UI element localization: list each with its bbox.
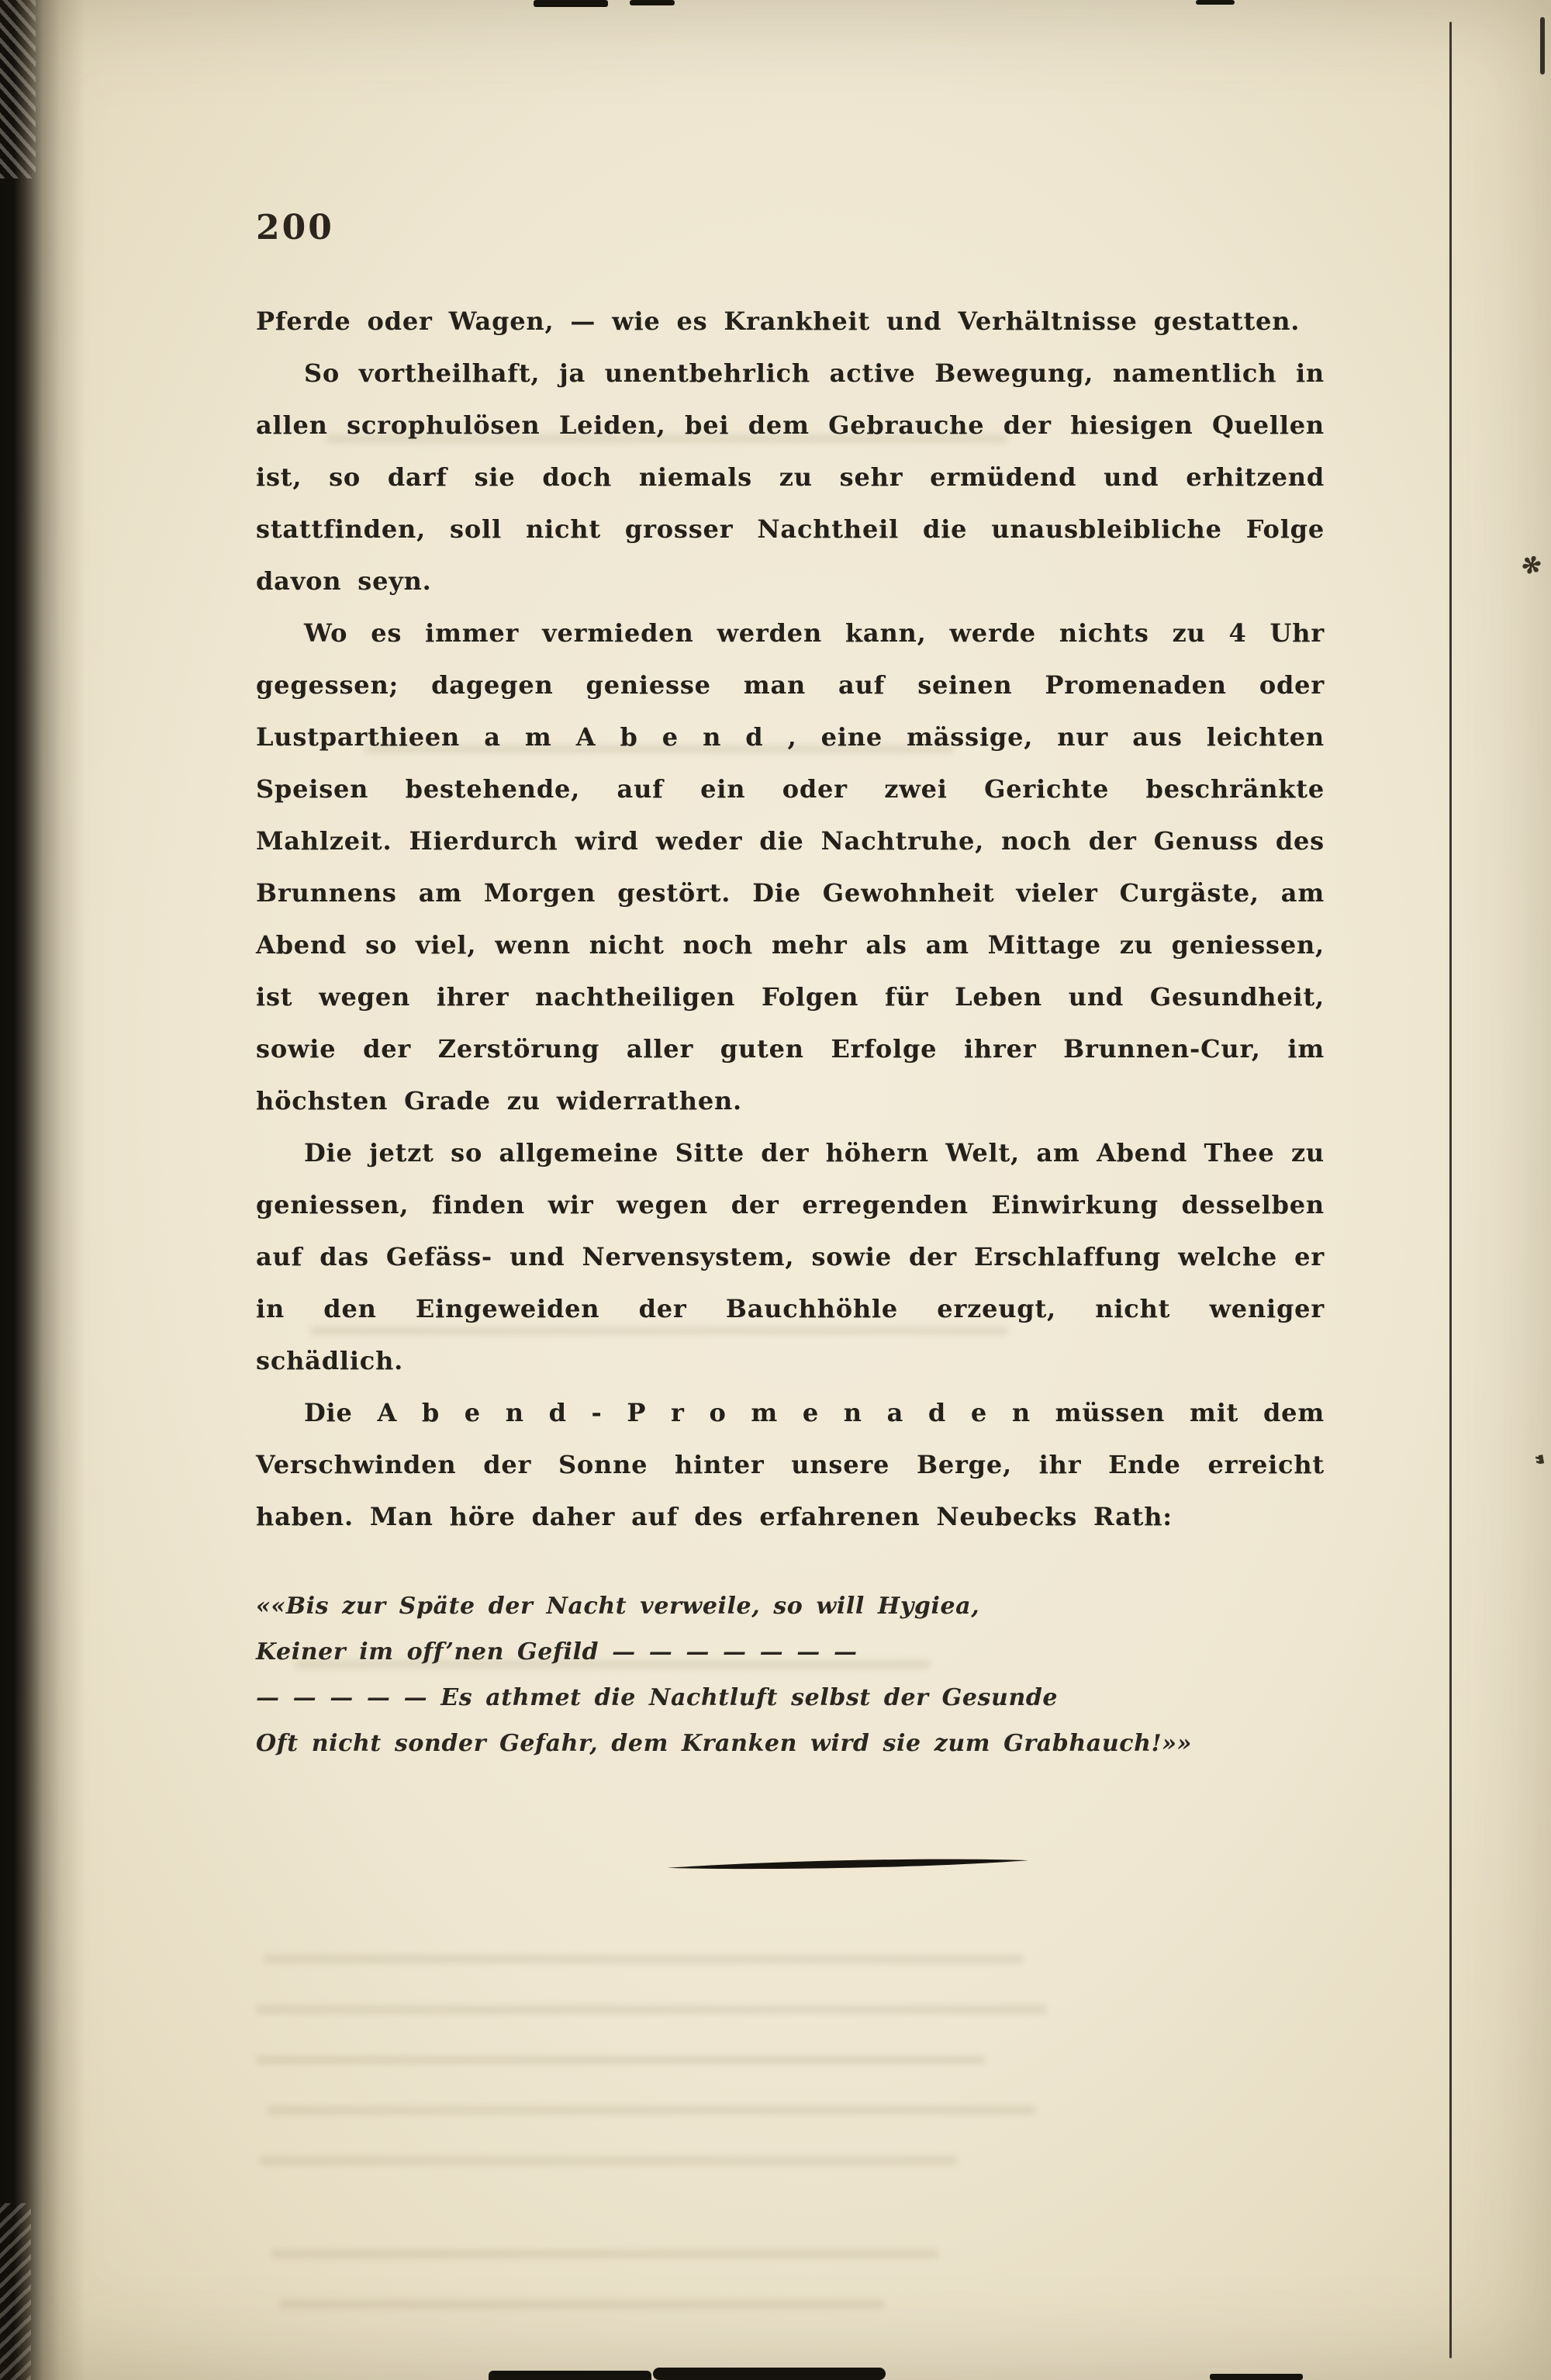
scan-artifact-top — [1196, 0, 1235, 5]
text-block — [256, 208, 1325, 1870]
scan-artifact-bottom — [489, 2371, 651, 2380]
bleedthrough-line — [256, 2056, 985, 2064]
quote-line-4: Oft nicht sonder Gefahr, dem Kranken wird sie zum Grabhauch!»» — [256, 1730, 1192, 1757]
bleedthrough-line — [256, 2005, 1047, 2014]
paragraph-5: Die A b e n d - P r o m e n a d e n müssen mit dem Verschwinden der Sonne hinter unsere Berge, ihr Ende erreicht haben. Man höre daher auf des erfahrenen Neubecks Rath: — [256, 1398, 1325, 1531]
tapered-end-rule — [665, 1854, 1030, 1874]
page-edge-line — [1449, 22, 1452, 2358]
binding-cloth-texture-top — [0, 0, 36, 178]
scan-artifact-top — [630, 0, 675, 5]
scan-artifact-bottom — [1210, 2374, 1303, 2380]
quote-line-1: ««Bis zur Späte der Nacht verweile, so will Hygiea, — [256, 1593, 980, 1620]
bleedthrough-line — [260, 2157, 958, 2165]
quote-line-3: — — — — — Es athmet die Nachtluft selbst der Gesunde — [256, 1684, 1059, 1711]
margin-ink-mark: ❞ — [1522, 1453, 1547, 1468]
scan-artifact-top — [534, 0, 608, 7]
bleedthrough-line — [264, 1955, 1024, 1963]
paragraph-4: Die jetzt so allgemeine Sitte der höhern Welt, am Abend Thee zu geniessen, finden wir wegen der erregenden Einwirkung desselben auf das Gefäss- und Nervensystem, sowie der Erschlaffung welche er in den Eingeweiden der Bauchhöhle erzeugt, nicht weniger schädlich. — [256, 1138, 1325, 1375]
verse-quotation — [256, 1583, 1325, 1766]
binding-cloth-texture-bottom — [0, 2203, 31, 2380]
page-number: 200 — [256, 208, 334, 247]
book-binding-shadow — [0, 0, 85, 2380]
scan-artifact-bottom — [653, 2368, 886, 2380]
bleedthrough-line — [268, 2106, 1035, 2115]
corner-edge-mark — [1540, 17, 1545, 74]
margin-ink-mark: ✻ — [1518, 549, 1545, 583]
paragraph-1: Pferde oder Wagen, — wie es Krankheit und Verhältnisse gestatten. — [256, 306, 1301, 336]
paragraph-3: Wo es immer vermieden werden kann, werde nichts zu 4 Uhr gegessen; dagegen geniesse man auf seinen Promenaden oder Lustparthieen a m A b e n d , eine mässige, nur aus leichten Speisen bestehende, auf ein oder zwei Gerichte beschränkte Mahlzeit. Hierdurch wird weder die Nachtruhe, noch der Genuss des Brunnens am Morgen gestört. Die Gewohnheit vieler Curgäste, am Abend so viel, wenn nicht noch mehr als am Mittage zu geniessen, ist wegen ihrer nachtheiligen Folgen für Leben und Gesundheit, sowie der Zerstörung aller guten Erfolge ihrer Brunnen-Cur, im höchsten Grade zu widerrathen. — [256, 618, 1325, 1116]
bleedthrough-line — [279, 2300, 884, 2309]
quote-line-2: Keiner im off’nen Gefild — — — — — — — — [256, 1638, 858, 1666]
paragraph-2: So vortheilhaft, ja unentbehrlich active Bewegung, namentlich in allen scrophulösen Leiden, bei dem Gebrauche der hiesigen Quellen ist, so darf sie doch niemals zu sehr ermüdend und erhitzend stattfinden, soll nicht grosser Nachtheil die unausbleibliche Folge davon seyn. — [256, 358, 1325, 596]
bleedthrough-line — [271, 2250, 938, 2258]
